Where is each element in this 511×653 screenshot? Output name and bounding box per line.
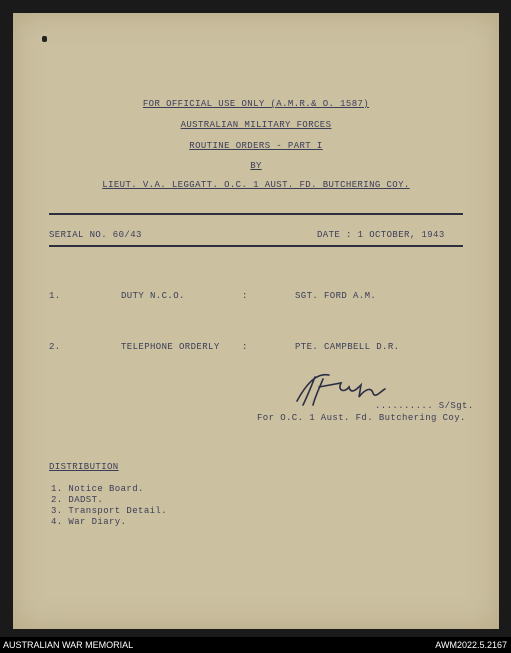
order-duty: DUTY N.C.O. xyxy=(121,291,185,301)
distribution-item: 3. Transport Detail. xyxy=(51,506,168,516)
archive-footer xyxy=(0,637,511,653)
header-classification: FOR OFFICIAL USE ONLY (A.M.R.& O. 1587) xyxy=(142,99,370,109)
document-page xyxy=(13,13,499,629)
footer-institution: AUSTRALIAN WAR MEMORIAL xyxy=(3,640,134,650)
order-duty: TELEPHONE ORDERLY xyxy=(121,342,220,352)
order-separator: : xyxy=(242,342,248,352)
order-person: SGT. FORD A.M. xyxy=(295,291,377,301)
order-number: 2. xyxy=(49,342,61,352)
punch-hole xyxy=(42,36,47,42)
header-by: BY xyxy=(250,161,262,171)
order-person: PTE. CAMPBELL D.R. xyxy=(295,342,400,352)
header-orders-title: ROUTINE ORDERS - PART I xyxy=(189,141,323,151)
order-number: 1. xyxy=(49,291,61,301)
signature-for-line: For O.C. 1 Aust. Fd. Butchering Coy. xyxy=(257,413,466,423)
order-separator: : xyxy=(242,291,248,301)
top-rule xyxy=(49,213,463,215)
distribution-item: 4. War Diary. xyxy=(51,517,127,527)
footer-accession-number: AWM2022.5.2167 xyxy=(435,640,507,650)
serial-number: SERIAL NO. 60/43 xyxy=(49,230,142,240)
bottom-rule xyxy=(49,245,463,247)
distribution-title: DISTRIBUTION xyxy=(49,462,119,472)
distribution-item: 1. Notice Board. xyxy=(51,484,144,494)
header-officer: LIEUT. V.A. LEGGATT. O.C. 1 AUST. FD. BUTCHERING COY. xyxy=(102,180,410,190)
distribution-item: 2. DADST. xyxy=(51,495,104,505)
order-date: DATE : 1 OCTOBER, 1943 xyxy=(317,230,445,240)
signature-rank-line: .......... S/Sgt. xyxy=(375,401,474,411)
header-forces: AUSTRALIAN MILITARY FORCES xyxy=(180,120,332,130)
